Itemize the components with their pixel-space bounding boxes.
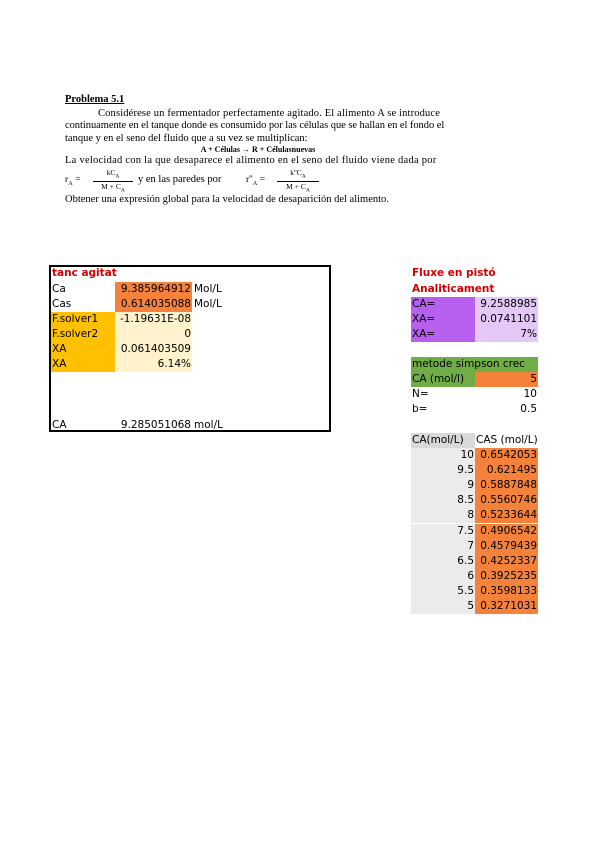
piston-title: Fluxe en pistó	[412, 267, 496, 279]
problem-line-1: Considérese un fermentador perfectamente agitado. El alimento A se introduce	[98, 107, 441, 119]
tanc-unit-cas: Mol/L	[194, 298, 222, 310]
problem-line-2: continuamente en el tanque donde es consumido por las células que se hallan en el fondo el	[65, 120, 445, 132]
simpson-title: metode simpson crec	[411, 357, 538, 372]
table-cell-cas[interactable]: 0.3925235	[475, 569, 538, 584]
simpson-b-label: b=	[412, 403, 428, 415]
table-cell-cas[interactable]: 0.6542053	[475, 448, 538, 463]
tanc-value-ca-result[interactable]: 9.285051068	[120, 419, 191, 431]
piston-value-ca[interactable]: 9.2588985	[475, 297, 538, 312]
piston-label-ca: CA=	[411, 297, 475, 312]
table-cell-ca[interactable]: 6	[411, 569, 475, 584]
problem-statement	[65, 94, 481, 207]
table-cell-ca[interactable]: 8	[411, 508, 475, 523]
table-header-cas: CAS (mol/L)	[476, 434, 538, 446]
rate-bulk-fraction: $kC_A$ $M + C_A$	[93, 168, 133, 196]
tanc-value-fsolver1[interactable]: -1.19631E-08	[115, 312, 192, 327]
table-cell-cas[interactable]: 0.4906542	[475, 524, 538, 539]
table-cell-cas[interactable]: 0.621495	[475, 463, 538, 478]
tanc-label-ca: Ca	[52, 283, 66, 295]
table-cell-ca[interactable]: 7.5	[411, 524, 475, 539]
table-cell-ca[interactable]: 9.5	[411, 463, 475, 478]
table-cell-cas[interactable]: 0.5887848	[475, 478, 538, 493]
tanc-unit-ca-result: mol/L	[194, 419, 223, 431]
table-cell-cas[interactable]: 0.4579439	[475, 539, 538, 554]
tanc-value-ca[interactable]: 9.385964912	[115, 282, 192, 297]
piston-label-xa: XA=	[411, 312, 475, 327]
table-cell-cas[interactable]: 0.3598133	[475, 584, 538, 599]
tanc-label-fsolver1: F.solver1	[51, 312, 115, 327]
rate-expression-line	[65, 168, 481, 192]
piston-subtitle: Analiticament	[412, 283, 495, 295]
tanc-unit-ca: Mol/L	[194, 283, 222, 295]
table-cell-ca[interactable]: 9	[411, 478, 475, 493]
piston-label-xa-percent: XA=	[411, 327, 475, 342]
simpson-n-label: N=	[412, 388, 429, 400]
tanc-value-xa-percent[interactable]: 6.14%	[115, 357, 192, 372]
tanc-label-cas: Cas	[52, 298, 72, 310]
tanc-label-xa: XA	[51, 342, 115, 357]
tanc-value-cas[interactable]: 0.614035088	[115, 297, 192, 312]
simpson-n-value[interactable]: 10	[523, 388, 537, 400]
piston-value-xa[interactable]: 0.0741101	[475, 312, 538, 327]
problem-line-4: La velocidad con la que desaparece el alimento en el seno del fluido viene dada por	[65, 155, 437, 167]
reaction-equation: A + Células → R + Célulasnuevas	[200, 145, 316, 155]
simpson-ca-label: CA (mol/l)	[411, 372, 475, 387]
table-cell-ca[interactable]: 6.5	[411, 554, 475, 569]
table-cell-ca[interactable]: 8.5	[411, 493, 475, 508]
table-cell-ca[interactable]: 5.5	[411, 584, 475, 599]
piston-value-xa-percent[interactable]: 7%	[475, 327, 538, 342]
rate-bulk-formula: $r_A$ =	[65, 174, 81, 187]
problem-line-3: tanque y en el seno del fluido que a su vez se multiplican:	[65, 132, 308, 144]
table-cell-cas[interactable]: 0.3271031	[475, 599, 538, 614]
table-cell-cas[interactable]: 0.5560746	[475, 493, 538, 508]
table-cell-cas[interactable]: 0.4252337	[475, 554, 538, 569]
tanc-title: tanc agitat	[52, 267, 117, 279]
problem-line-5: Obtener una expresión global para la velocidad de desaparición del alimento.	[65, 193, 389, 205]
rate-wall-formula: $r''_A$ =	[246, 174, 266, 187]
table-cell-ca[interactable]: 10	[411, 448, 475, 463]
tanc-value-xa[interactable]: 0.061403509	[115, 342, 192, 357]
table-cell-ca[interactable]: 5	[411, 599, 475, 614]
tanc-value-fsolver2[interactable]: 0	[115, 327, 192, 342]
table-cell-cas[interactable]: 0.5233644	[475, 508, 538, 523]
tanc-label-fsolver2: F.solver2	[51, 327, 115, 342]
rate-wall-fraction: $k''C_A$ $M + C_A$	[277, 168, 319, 196]
problem-title: Problema 5.1	[65, 94, 125, 105]
tanc-label-ca-result: CA	[52, 419, 67, 431]
simpson-b-value[interactable]: 0.5	[520, 403, 537, 415]
table-cell-ca[interactable]: 7	[411, 539, 475, 554]
tanc-label-xa-percent: XA	[51, 357, 115, 372]
simpson-ca-value[interactable]: 5	[475, 372, 538, 387]
rate-mid-text: y en las paredes por	[138, 173, 222, 185]
table-header-ca: CA(mol/L)	[411, 433, 475, 448]
